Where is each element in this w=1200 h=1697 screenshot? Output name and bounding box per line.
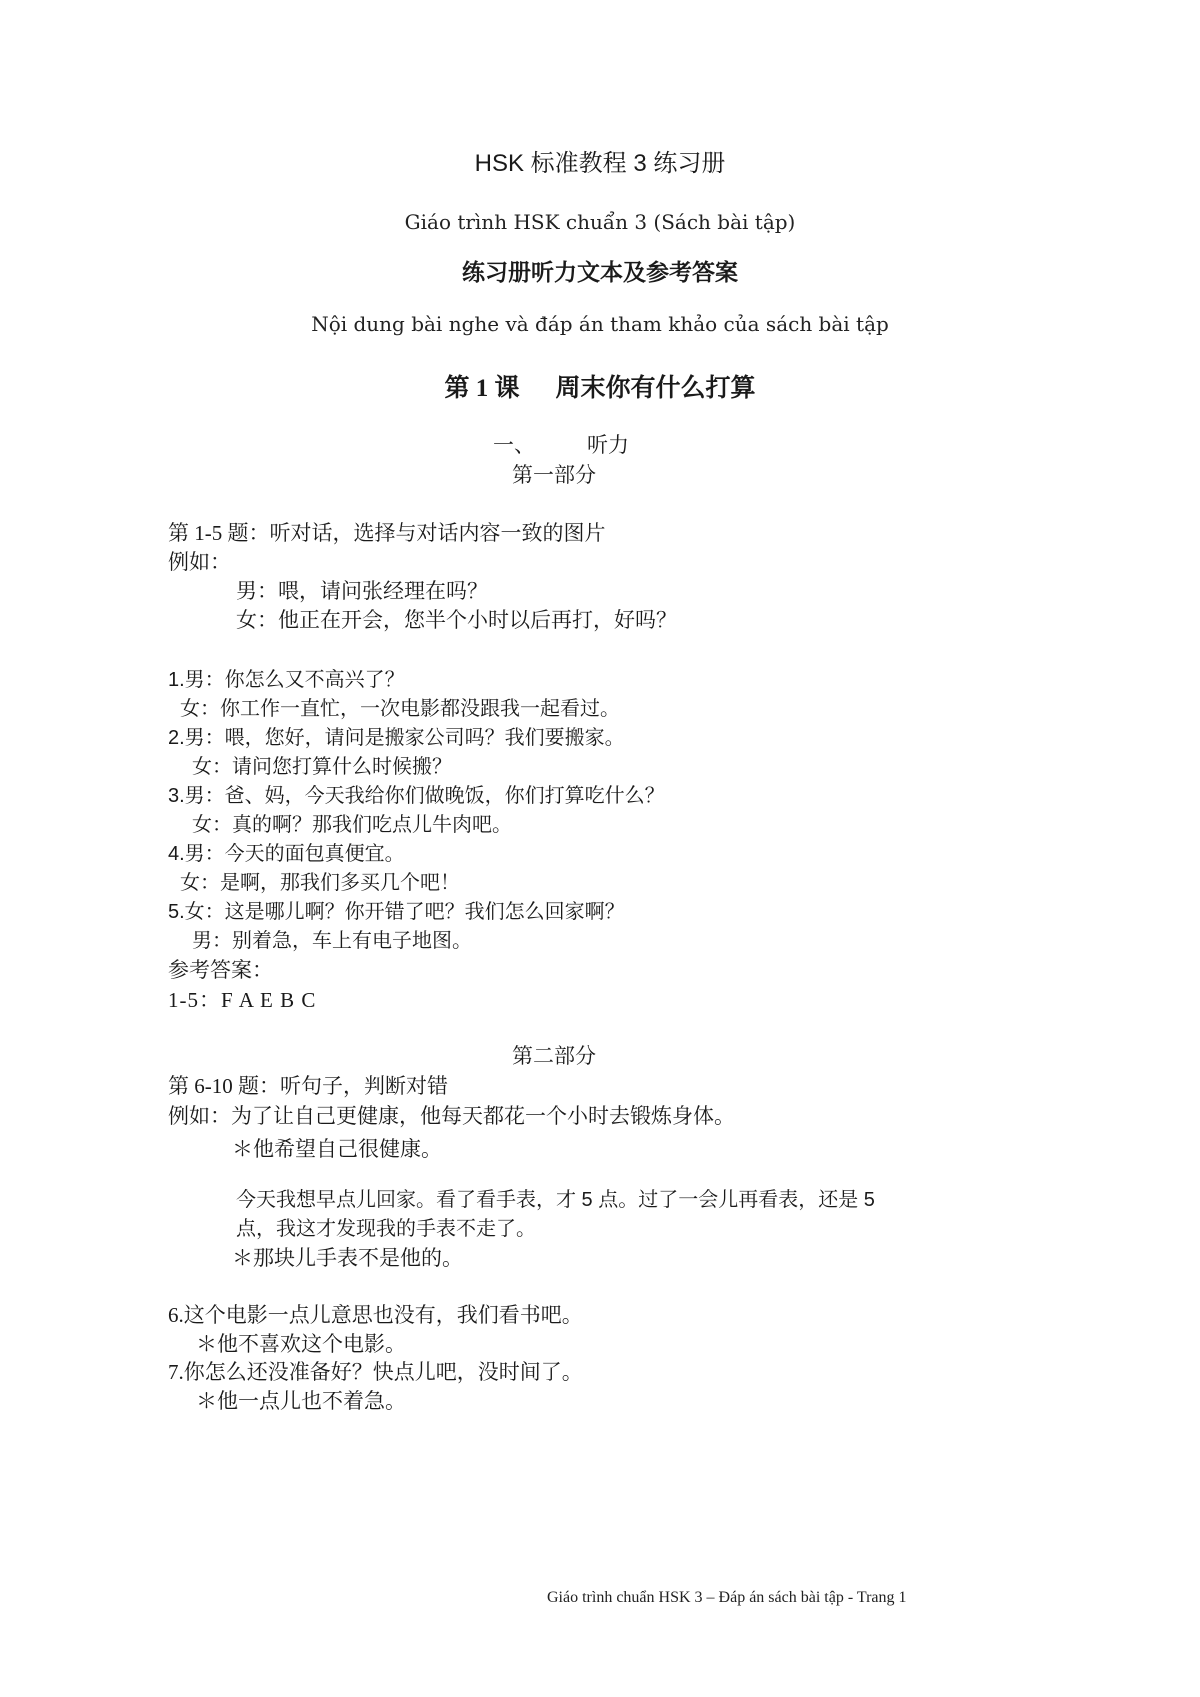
part2-example2-statement: ＊那块儿手表不是他的。: [232, 1246, 463, 1270]
part2-example2-line: 今天我想早点儿回家。看了看手表，才 5 点。过了一会儿再看表，还是 5: [236, 1189, 875, 1211]
judgement-sentence: 6.这个电影一点儿意思也没有，我们看书吧。: [168, 1303, 583, 1327]
dialogue-answer: 男：别着急，车上有电子地图。: [192, 930, 472, 952]
answer-key-value: 1-5：F A E B C: [168, 988, 317, 1012]
lesson-number: 第 1 课: [444, 375, 520, 402]
page-footer: Giáo trình chuẩn HSK 3 – Đáp án sách bài tập - Trang 1: [547, 1589, 907, 1606]
lesson-name: 周末你有什么打算: [555, 375, 756, 402]
section-name: 听力: [587, 433, 629, 457]
part1-example-line: 男：喂，请问张经理在吗？: [236, 579, 488, 603]
part1-instruction: 第 1-5 题：听对话，选择与对话内容一致的图片: [168, 521, 606, 545]
part2-example: [168, 1106, 735, 1127]
part2-instruction: 第 6-10 题：听句子，判断对错: [168, 1074, 448, 1098]
part2-example-statement: ＊他希望自己很健康。: [232, 1137, 442, 1161]
answer-key-label: 参考答案：: [168, 958, 273, 982]
part1-heading: 第一部分: [512, 463, 596, 487]
dialogue-question: 5.女：这是哪儿啊？你开错了吧？我们怎么回家啊？: [168, 901, 625, 923]
dialogue-answer: 女：是啊，那我们多买几个吧！: [180, 872, 460, 894]
lesson-title: [0, 376, 1200, 401]
dialogue-answer: 女：你工作一直忙，一次电影都没跟我一起看过。: [180, 698, 620, 720]
answer-key-heading-vi: Nội dung bài nghe và đáp án tham khảo của sách bài tập: [311, 312, 889, 336]
document-title-cn: HSK 标准教程 3 练习册: [474, 150, 726, 177]
dialogue-answer: 女：真的啊？那我们吃点儿牛肉吧。: [192, 814, 512, 836]
judgement-statement: ＊他不喜欢这个电影。: [196, 1332, 406, 1356]
part2-example-label: 例如：: [168, 1104, 231, 1128]
part2-example-sentence: 为了让自己更健康，他每天都花一个小时去锻炼身体。: [231, 1104, 735, 1128]
part1-example-line: 女：他正在开会，您半个小时以后再打，好吗？: [236, 608, 677, 632]
dialogue-answer: 女：请问您打算什么时候搬？: [192, 756, 452, 778]
dialogue-question: 1.男：你怎么又不高兴了？: [168, 669, 405, 691]
section-heading: [493, 435, 629, 456]
section-ordinal: 一、: [493, 433, 535, 457]
dialogue-question: 4.男：今天的面包真便宜。: [168, 843, 405, 865]
part2-example2-line: 点，我这才发现我的手表不走了。: [236, 1218, 536, 1240]
part2-heading: 第二部分: [512, 1044, 596, 1068]
judgement-sentence: 7.你怎么还没准备好？快点儿吧，没时间了。: [168, 1360, 583, 1384]
document-subtitle-vi: Giáo trình HSK chuẩn 3 (Sách bài tập): [404, 210, 796, 234]
part1-example-label: 例如：: [168, 550, 231, 574]
judgement-statement: ＊他一点儿也不着急。: [196, 1389, 406, 1413]
dialogue-question: 3.男：爸、妈，今天我给你们做晚饭，你们打算吃什么？: [168, 785, 665, 807]
dialogue-question: 2.男：喂，您好，请问是搬家公司吗？我们要搬家。: [168, 727, 625, 749]
answer-key-heading-cn: 练习册听力文本及参考答案: [462, 260, 738, 285]
